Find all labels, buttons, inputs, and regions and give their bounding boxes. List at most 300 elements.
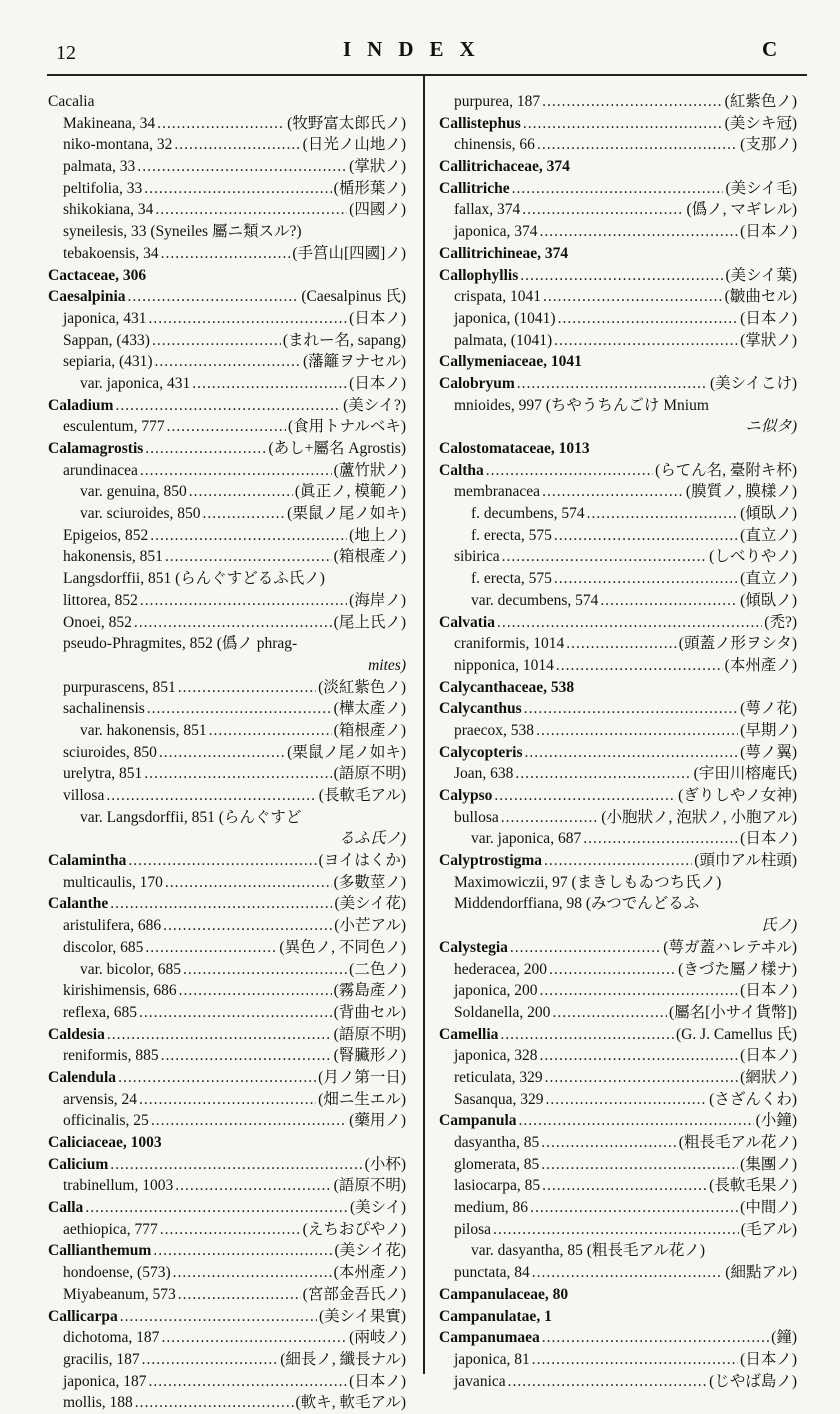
entry-meaning: (日本ノ): [349, 374, 406, 392]
entry-meaning: (美シイこけ): [709, 374, 797, 392]
entry-term: glomerata, 85: [454, 1155, 540, 1173]
leader-dots: [600, 590, 738, 612]
entry-term: Callitrichineae, 374: [439, 244, 569, 262]
index-entry: [439, 438, 797, 460]
entry-term: Callitrichaceae, 374: [439, 158, 570, 176]
index-entry: [439, 286, 797, 308]
index-entry: [439, 1002, 797, 1024]
entry-meaning: (美シイ花): [334, 895, 406, 913]
index-entry: [439, 850, 797, 872]
entry-meaning: (日本ノ): [349, 1372, 406, 1390]
entry-term: Campanumaea: [439, 1329, 540, 1347]
index-entry: [439, 785, 797, 807]
leader-dots: [144, 763, 331, 785]
entry-meaning: (細點アル): [725, 1264, 797, 1282]
leader-dots: [524, 698, 738, 720]
entry-term: villosa: [63, 787, 105, 804]
entry-term: Epigeios, 852: [63, 526, 149, 544]
index-entry: [48, 481, 406, 503]
leader-dots: [142, 1349, 279, 1371]
leader-dots: [140, 460, 332, 482]
entry-term: Cacalia: [48, 93, 95, 110]
entry-term: multicaulis, 170: [63, 873, 163, 891]
index-entry: [439, 221, 797, 243]
entry-meaning: (栗鼠ノ尾ノ如キ): [287, 505, 406, 523]
index-entry: [48, 655, 406, 677]
leader-dots: [497, 612, 762, 634]
index-entry: [48, 1197, 406, 1219]
entry-term: f. erecta, 575: [471, 526, 552, 544]
entry-term: Campanula: [439, 1112, 517, 1130]
entry-term: praecox, 538: [454, 721, 535, 739]
leader-dots: [150, 525, 347, 547]
index-entry: [48, 525, 406, 547]
entry-meaning: (じやば島ノ): [709, 1372, 797, 1390]
leader-dots: [160, 1219, 301, 1241]
entry-term: bullosa: [454, 808, 499, 826]
index-entry: [48, 308, 406, 330]
leader-dots: [209, 720, 332, 742]
index-entry: [48, 1219, 406, 1241]
leader-dots: [544, 850, 692, 872]
entry-meaning: (藩籬ヲナセル): [302, 353, 406, 371]
entry-term: palmata, 33: [63, 158, 136, 176]
entry-meaning: (長軟毛果ノ): [709, 1177, 797, 1195]
index-entry: [48, 1327, 406, 1349]
leader-dots: [135, 1392, 294, 1414]
entry-term: Cactaceae, 306: [48, 266, 147, 284]
index-entry: [439, 568, 797, 590]
index-entry: [439, 807, 797, 829]
leader-dots: [115, 395, 341, 417]
index-entry: [439, 1175, 797, 1197]
index-entry: [439, 1306, 797, 1328]
leader-dots: [178, 677, 316, 699]
index-entry: [439, 633, 797, 655]
index-entry: [48, 612, 406, 634]
leader-dots: [139, 1002, 332, 1024]
entry-meaning: (毛アル): [740, 1220, 797, 1238]
index-entry: [439, 1197, 797, 1219]
index-entry: [48, 1132, 406, 1154]
entry-meaning: (傾臥ノ): [740, 505, 797, 523]
entry-meaning: (えちおぴやノ): [302, 1220, 406, 1238]
entry-term: Calla: [48, 1199, 84, 1217]
entry-term: Calycanthaceae, 538: [439, 678, 575, 696]
entry-meaning: (支那ノ): [740, 136, 797, 154]
leader-dots: [145, 937, 277, 959]
leader-dots: [542, 481, 684, 503]
entry-term: littorea, 852: [63, 591, 138, 609]
leader-dots: [546, 1089, 708, 1111]
entry-term: syneilesis, 33 (Syneiles 屬ニ類スル?): [63, 223, 302, 241]
index-entry: [439, 1132, 797, 1154]
entry-term: pilosa: [454, 1220, 492, 1238]
leader-dots: [106, 785, 316, 807]
index-entry: [48, 1110, 406, 1132]
entry-meaning: (G. J. Camellus 氏): [676, 1025, 797, 1043]
index-entry: [439, 677, 797, 699]
entry-term: Callianthemum: [48, 1242, 152, 1260]
entry-term: Langsdorffii, 851 (らんぐすどるふ氏ノ): [63, 570, 325, 588]
entry-meaning: (僞ノ, マギレル): [686, 201, 797, 219]
entry-term: reniformis, 885: [63, 1047, 159, 1065]
leader-dots: [502, 546, 708, 568]
entry-term: var. Langsdorffii, 851 (らんぐすど: [80, 808, 302, 826]
entry-term: Miyabeanum, 573: [63, 1285, 176, 1303]
leader-dots: [167, 416, 286, 438]
entry-meaning: (さざんくわ): [709, 1090, 797, 1108]
leader-dots: [128, 286, 300, 308]
entry-term: ニ似タ): [745, 418, 797, 436]
entry-term: officinalis, 25: [63, 1112, 149, 1130]
index-entry: [48, 1045, 406, 1067]
index-entry: [439, 1154, 797, 1176]
leader-dots: [540, 1045, 739, 1067]
index-entry: [48, 872, 406, 894]
entry-meaning: (腎臟形ノ): [333, 1047, 406, 1065]
entry-meaning: (美シイ): [349, 1199, 406, 1217]
leader-dots: [554, 525, 738, 547]
entry-meaning: (異色ノ, 不同色ノ): [279, 938, 406, 956]
entry-term: f. erecta, 575: [471, 570, 552, 588]
index-entry: [439, 1327, 797, 1349]
entry-term: dichotoma, 187: [63, 1329, 160, 1347]
index-entry: [439, 1262, 797, 1284]
entry-term: var. decumbens, 574: [471, 591, 599, 609]
entry-term: var. sciuroides, 850: [80, 505, 201, 523]
entry-term: Calycopteris: [439, 743, 523, 761]
entry-meaning: (日本ノ): [740, 309, 797, 327]
entry-meaning: (日本ノ): [740, 1350, 797, 1368]
index-entry: [439, 1067, 797, 1089]
entry-term: Calyptrostigma: [439, 852, 543, 870]
entry-term: japonica, (1041): [454, 309, 556, 327]
entry-meaning: (頭巾アル柱頭): [694, 852, 797, 870]
entry-term: mites): [368, 656, 406, 674]
entry-term: Calendula: [48, 1068, 117, 1086]
entry-term: Calamintha: [48, 852, 127, 870]
leader-dots: [558, 308, 739, 330]
entry-meaning: (二色ノ): [349, 960, 406, 978]
entry-term: Callicarpa: [48, 1307, 118, 1325]
leader-dots: [192, 373, 347, 395]
index-entry: [439, 1110, 797, 1132]
entry-term: mnioides, 997 (ちやうちんごけ Mnium: [454, 396, 709, 414]
leader-dots: [556, 655, 723, 677]
index-entry: [48, 568, 406, 590]
index-entry: [48, 720, 406, 742]
entry-term: pseudo-Phragmites, 852 (僞ノ phrag-: [63, 635, 298, 653]
leader-dots: [179, 980, 332, 1002]
leader-dots: [155, 351, 301, 373]
entry-meaning: (頭蓋ノ形ヲシタ): [678, 635, 797, 653]
entry-meaning: (あし+屬名 Agrostis): [268, 440, 406, 457]
entry-meaning: (ヨイはくか): [318, 852, 406, 870]
index-entry: [48, 1024, 406, 1046]
entry-term: Maximowiczii, 97 (まきしもゐつち氏ノ): [454, 873, 722, 891]
index-entry: [48, 1240, 406, 1262]
entry-term: Soldanella, 200: [454, 1003, 551, 1021]
leader-dots: [153, 1240, 332, 1262]
leader-dots: [165, 872, 332, 894]
leader-dots: [549, 959, 676, 981]
index-entry: [48, 221, 406, 243]
entry-meaning: (傾臥ノ): [740, 591, 797, 609]
entry-term: peltifolia, 33: [63, 179, 143, 197]
entry-meaning: (早期ノ): [740, 721, 797, 739]
entry-term: Callymeniaceae, 1041: [439, 353, 582, 371]
index-entry: [439, 720, 797, 742]
entry-meaning: (宇田川榕庵氏): [693, 765, 797, 783]
entry-term: esculentum, 777: [63, 418, 165, 436]
index-entry: [439, 612, 797, 634]
entry-term: var. japonica, 687: [471, 830, 582, 848]
index-entry: [48, 134, 406, 156]
entry-term: crispata, 1041: [454, 288, 541, 306]
entry-term: Makineana, 34: [63, 114, 156, 132]
index-entry: [48, 1349, 406, 1371]
entry-meaning: (海岸ノ): [349, 591, 406, 609]
entry-term: sachalinensis: [63, 700, 145, 718]
leader-dots: [163, 915, 332, 937]
entry-term: hakonensis, 851: [63, 548, 163, 566]
entry-meaning: (美シイ果實): [318, 1307, 406, 1325]
entry-meaning: (本州產ノ): [724, 656, 797, 674]
leader-dots: [525, 742, 739, 764]
leader-dots: [540, 980, 739, 1002]
entry-term: urelytra, 851: [63, 765, 143, 783]
entry-meaning: (樺太產ノ): [333, 700, 406, 718]
leader-dots: [530, 1197, 738, 1219]
leader-dots: [541, 1154, 738, 1176]
leader-dots: [134, 612, 332, 634]
index-entry: [48, 850, 406, 872]
entry-meaning: (きづた屬ノ樣ナ): [678, 960, 797, 978]
leader-dots: [107, 1024, 332, 1046]
leader-dots: [583, 828, 738, 850]
leader-dots: [542, 91, 723, 113]
entry-term: fallax, 374: [454, 201, 521, 219]
entry-term: Campanulaceae, 80: [439, 1285, 569, 1303]
entry-term: aethiopica, 777: [63, 1220, 158, 1238]
index-entry: [48, 503, 406, 525]
entry-meaning: (皺曲セル): [724, 288, 797, 306]
entry-term: chinensis, 66: [454, 136, 535, 154]
index-entry: [48, 742, 406, 764]
index-entry: [48, 395, 406, 417]
leader-dots: [540, 221, 739, 243]
index-entry: [48, 199, 406, 221]
leader-dots: [110, 1154, 362, 1176]
index-entry: [439, 178, 797, 200]
section-letter: C: [762, 37, 778, 61]
leader-dots: [110, 893, 332, 915]
index-entry: [439, 243, 797, 265]
leader-dots: [536, 720, 738, 742]
entry-term: dasyantha, 85: [454, 1134, 540, 1151]
index-entry: [439, 546, 797, 568]
entry-term: arvensis, 24: [63, 1090, 138, 1108]
entry-term: Calystegia: [439, 938, 508, 956]
entry-term: Caesalpinia: [48, 288, 126, 306]
leader-dots: [118, 1067, 316, 1089]
index-entry: [48, 1154, 406, 1176]
leader-dots: [152, 330, 281, 352]
index-entry: [439, 265, 797, 287]
entry-meaning: (日本ノ): [740, 830, 797, 848]
entry-term: japonica, 187: [63, 1372, 147, 1390]
index-entry: [48, 590, 406, 612]
entry-meaning: (らてん名, 臺附キ杯): [655, 461, 797, 479]
entry-meaning: (紅紫色ノ): [724, 93, 797, 110]
entry-term: craniformis, 1014: [454, 635, 565, 653]
entry-meaning: (淡紅紫色ノ): [318, 678, 406, 696]
entry-term: var. japonica, 431: [80, 374, 191, 392]
entry-meaning: (軟キ, 軟毛アル): [295, 1394, 406, 1412]
page-header: [0, 32, 840, 72]
index-entry: [439, 91, 797, 113]
index-entry: [48, 460, 406, 482]
entry-term: Calanthe: [48, 895, 109, 913]
entry-meaning: (萼ノ翼): [740, 743, 797, 761]
index-entry: [48, 351, 406, 373]
index-entry: [48, 243, 406, 265]
entry-term: f. decumbens, 574: [471, 505, 585, 523]
index-entry: [439, 134, 797, 156]
entry-term: tebakoensis, 34: [63, 244, 159, 262]
index-entry: [439, 1284, 797, 1306]
index-entry: [439, 1089, 797, 1111]
entry-meaning: (眞正ノ, 模範ノ): [294, 483, 406, 501]
index-entry: [48, 937, 406, 959]
entry-meaning: (尾上氏ノ): [333, 613, 406, 631]
leader-dots: [151, 1110, 347, 1132]
index-entry: [439, 351, 797, 373]
entry-term: 氏ノ): [760, 917, 797, 935]
index-entry: [48, 698, 406, 720]
entry-term: るふ氏ノ): [338, 830, 406, 848]
entry-meaning: (小胞狀ノ, 泡狀ノ, 小胞アル): [601, 808, 797, 826]
entry-meaning: (膜質ノ, 膜樣ノ): [685, 483, 797, 501]
leader-dots: [519, 1110, 754, 1132]
entry-meaning: (まれー名, sapang): [282, 331, 406, 349]
index-entry: [48, 1371, 406, 1393]
index-entry: [48, 785, 406, 807]
entry-meaning: (粗長毛アル花ノ): [678, 1134, 797, 1151]
entry-term: var. genuina, 850: [80, 483, 187, 501]
index-entry: [48, 330, 406, 352]
index-entry: [439, 1219, 797, 1241]
entry-term: var. dasyantha, 85 (粗長毛アル花ノ): [471, 1242, 705, 1260]
index-entry: [48, 763, 406, 785]
entry-meaning: (月ノ第一日): [318, 1068, 406, 1086]
leader-dots: [120, 1306, 317, 1328]
entry-meaning: (集團ノ): [740, 1155, 797, 1173]
index-entry: [439, 698, 797, 720]
leader-dots: [520, 265, 723, 287]
index-entry: [48, 807, 406, 829]
entry-term: Calobryum: [439, 374, 515, 392]
entry-meaning: (語原不明): [333, 765, 406, 783]
index-entry: [48, 1306, 406, 1328]
entry-term: Caladium: [48, 396, 114, 414]
index-entry: [439, 1045, 797, 1067]
entry-meaning: (語原不明): [333, 1177, 406, 1195]
leader-dots: [137, 156, 347, 178]
index-entry: [439, 959, 797, 981]
leader-dots: [493, 1219, 739, 1241]
index-entry: [48, 1067, 406, 1089]
leader-dots: [165, 546, 332, 568]
entry-term: sibirica: [454, 548, 500, 566]
entry-meaning: (日本ノ): [740, 1047, 797, 1065]
entry-term: reflexa, 685: [63, 1003, 138, 1021]
entry-term: Calypso: [439, 787, 493, 804]
index-entry: [439, 590, 797, 612]
leader-dots: [543, 286, 723, 308]
entry-meaning: (直立ノ): [740, 526, 797, 544]
entry-term: gracilis, 187: [63, 1350, 140, 1368]
index-entry: [48, 1392, 406, 1414]
header-rule: [47, 74, 807, 76]
index-entry: [439, 980, 797, 1002]
entry-meaning: (小鐘): [755, 1112, 797, 1130]
index-entry: [48, 959, 406, 981]
entry-meaning: (霧島產ノ): [333, 982, 406, 1000]
entry-meaning: (背曲セル): [333, 1003, 406, 1021]
entry-meaning: (箱根產ノ): [333, 721, 406, 739]
entry-term: japonica, 328: [454, 1047, 538, 1065]
index-entry: [48, 1002, 406, 1024]
leader-dots: [532, 1262, 724, 1284]
leader-dots: [178, 1284, 301, 1306]
index-column-right: [439, 91, 797, 1392]
leader-dots: [554, 568, 738, 590]
entry-term: Callophyllis: [439, 266, 519, 284]
leader-dots: [183, 959, 347, 981]
entry-meaning: (箱根產ノ): [333, 548, 406, 566]
index-entry: [439, 416, 797, 438]
index-entry: [439, 373, 797, 395]
entry-term: membranacea: [454, 483, 541, 501]
leader-dots: [500, 1024, 674, 1046]
index-entry: [439, 481, 797, 503]
leader-dots: [189, 481, 293, 503]
entry-meaning: (直立ノ): [740, 570, 797, 588]
leader-dots: [149, 1371, 348, 1393]
index-entry: [48, 156, 406, 178]
leader-dots: [523, 113, 723, 135]
entry-term: Calvatia: [439, 613, 495, 631]
page-title: INDEX: [343, 37, 491, 61]
entry-meaning: (四國ノ): [349, 201, 406, 219]
entry-meaning: (細長ノ, 纖長ナル): [280, 1350, 406, 1368]
entry-meaning: (栗鼠ノ尾ノ如キ): [287, 743, 406, 761]
entry-term: shikokiana, 34: [63, 201, 154, 219]
entry-meaning: (美シイ花): [334, 1242, 406, 1260]
entry-meaning: (藥用ノ): [349, 1112, 406, 1130]
entry-meaning: (手筥山[四國]ノ): [292, 244, 406, 262]
leader-dots: [155, 199, 347, 221]
entry-meaning: (小杯): [364, 1155, 406, 1173]
leader-dots: [515, 763, 691, 785]
entry-term: purpurea, 187: [454, 93, 541, 110]
entry-term: var. bicolor, 685: [80, 960, 181, 978]
index-entry: [439, 742, 797, 764]
entry-meaning: (屬名[小サイ貨幣]): [668, 1003, 797, 1021]
index-entry: [48, 416, 406, 438]
